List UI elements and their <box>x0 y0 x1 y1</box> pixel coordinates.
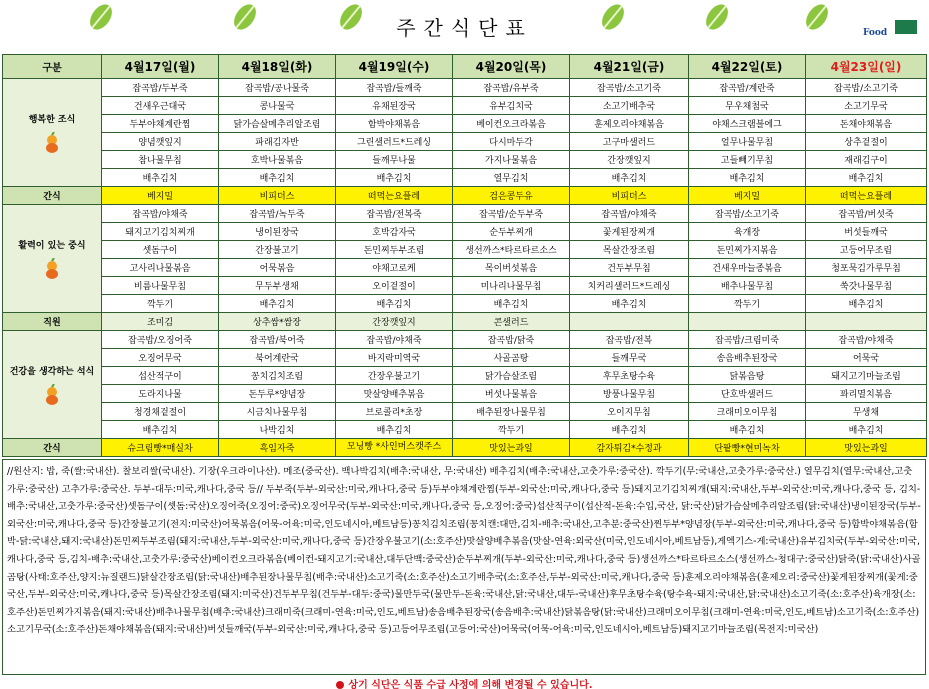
menu-item: 돈채야채볶음 <box>806 115 927 133</box>
snack-item: 감자튀김*수정과 <box>570 439 689 457</box>
snack-item: 떠먹는요플레 <box>806 187 927 205</box>
menu-item: 무두부생채 <box>219 277 336 295</box>
menu-item: 닭가슴살조림 <box>453 367 570 385</box>
menu-item: 버섯나물볶음 <box>453 385 570 403</box>
menu-item: 배추나물무침 <box>689 277 806 295</box>
menu-item: 냉이된장국 <box>219 223 336 241</box>
lunch-row <box>3 205 927 223</box>
menu-item: 오이겉절이 <box>336 277 453 295</box>
menu-item: 꽈리멸치볶음 <box>806 385 927 403</box>
menu-item: 호박감자국 <box>336 223 453 241</box>
snack2-row <box>3 439 927 457</box>
menu-item: 배추김치 <box>336 169 453 187</box>
menu-item: 목살간장조림 <box>570 241 689 259</box>
menu-item: 돈민찌두부조림 <box>336 241 453 259</box>
menu-item: 소고기무국 <box>806 97 927 115</box>
snack-item: 비피더스 <box>219 187 336 205</box>
staff-item: 간장깻잎지 <box>336 313 453 331</box>
menu-item: 잡곡밥/소고기죽 <box>570 79 689 97</box>
menu-item: 참나물무침 <box>102 151 219 169</box>
header <box>0 0 929 50</box>
menu-item: 돼지고기마늘조림 <box>806 367 927 385</box>
menu-item: 상추겉절이 <box>806 133 927 151</box>
menu-item: 깍두기 <box>453 421 570 439</box>
day-header: 4월19일(수) <box>336 55 453 79</box>
menu-item: 다시마두각 <box>453 133 570 151</box>
menu-item: 맛살양배추볶음 <box>336 385 453 403</box>
page-title: 주간식단표 <box>396 16 533 40</box>
lunch-row <box>3 223 927 241</box>
menu-item: 야채고로케 <box>336 259 453 277</box>
mascot-icon <box>41 132 63 154</box>
menu-item: 들깨무국 <box>570 349 689 367</box>
menu-item: 베이컨오크라볶음 <box>453 115 570 133</box>
menu-item: 콩나물국 <box>219 97 336 115</box>
menu-item: 간장불고기 <box>219 241 336 259</box>
menu-item: 바지락미역국 <box>336 349 453 367</box>
day-header-sunday: 4월23일(일) <box>806 55 927 79</box>
dinner-row <box>3 331 927 349</box>
menu-item: 비름나물무침 <box>102 277 219 295</box>
menu-item: 잡곡밥/야채죽 <box>336 331 453 349</box>
menu-item: 후무초탕수육 <box>570 367 689 385</box>
menu-item: 배추김치 <box>689 421 806 439</box>
day-header: 4월20일(목) <box>453 55 570 79</box>
menu-item: 열무김치 <box>453 169 570 187</box>
menu-item: 유채된장국 <box>336 97 453 115</box>
menu-item: 청경채겉절이 <box>102 403 219 421</box>
menu-item: 유부김치국 <box>453 97 570 115</box>
snack-item: 맛있는과일 <box>806 439 927 457</box>
menu-item: 크래미오이무침 <box>689 403 806 421</box>
menu-item: 잡곡밥/두부죽 <box>102 79 219 97</box>
menu-item: 방풍나물무침 <box>570 385 689 403</box>
snack-item: 베지밀 <box>102 187 219 205</box>
menu-item: 함박야채볶음 <box>336 115 453 133</box>
menu-item: 돈두루*양념장 <box>219 385 336 403</box>
lunch-row <box>3 241 927 259</box>
menu-item: 잡곡밥/크림미죽 <box>689 331 806 349</box>
menu-item: 무우채첨국 <box>689 97 806 115</box>
menu-item: 어묵볶음 <box>219 259 336 277</box>
menu-item: 깍두기 <box>689 295 806 313</box>
menu-item: 섭산적구이 <box>102 367 219 385</box>
breakfast-row <box>3 133 927 151</box>
menu-item: 배추김치 <box>570 169 689 187</box>
menu-item: 호박나물볶음 <box>219 151 336 169</box>
dinner-row <box>3 367 927 385</box>
menu-item: 생선까스*타르타르소스 <box>453 241 570 259</box>
menu-item: 배추된장나물무침 <box>453 403 570 421</box>
menu-item: 배추김치 <box>336 295 453 313</box>
menu-item: 그린샐러드*드레싱 <box>336 133 453 151</box>
menu-table <box>2 54 927 457</box>
menu-item: 잡곡밥/야채죽 <box>102 205 219 223</box>
snack-item: 검은콩두유 <box>453 187 570 205</box>
menu-item: 고들빼기무침 <box>689 151 806 169</box>
menu-item: 브로콜리*초장 <box>336 403 453 421</box>
menu-item: 미나리나물무침 <box>453 277 570 295</box>
menu-item: 잡곡밥/소고기죽 <box>689 205 806 223</box>
menu-item: 배추김치 <box>806 421 927 439</box>
staff-row <box>3 313 927 331</box>
breakfast-row <box>3 115 927 133</box>
menu-item: 야채스크램블에그 <box>689 115 806 133</box>
bullet-icon <box>336 681 344 689</box>
breakfast-row <box>3 151 927 169</box>
staff-item <box>689 313 806 331</box>
menu-item: 꽃게된장찌개 <box>570 223 689 241</box>
menu-item: 건두부무침 <box>570 259 689 277</box>
dinner-row <box>3 421 927 439</box>
menu-item: 양념깻잎지 <box>102 133 219 151</box>
menu-item: 들깨무나물 <box>336 151 453 169</box>
menu-item: 고사리나물볶음 <box>102 259 219 277</box>
menu-item: 잡곡밥/야채죽 <box>570 205 689 223</box>
snack-item: 맛있는과일 <box>453 439 570 457</box>
menu-item: 무생채 <box>806 403 927 421</box>
menu-item: 배추김치 <box>806 295 927 313</box>
staff-item: 콘샐러드 <box>453 313 570 331</box>
snack-label: 간식 <box>3 439 102 457</box>
dinner-row <box>3 349 927 367</box>
lunch-row <box>3 259 927 277</box>
menu-item: 오징어무국 <box>102 349 219 367</box>
staff-item <box>806 313 927 331</box>
menu-item: 고구마샐러드 <box>570 133 689 151</box>
menu-item: 잡곡밥/버섯죽 <box>806 205 927 223</box>
snack1-row <box>3 187 927 205</box>
snack-item: 흑임자죽 <box>219 439 336 457</box>
menu-item: 가지나물볶음 <box>453 151 570 169</box>
staff-item: 상추쌈*쌈장 <box>219 313 336 331</box>
dinner-label: 건강을 생각하는 석식 <box>3 331 102 439</box>
menu-item: 깍두기 <box>102 295 219 313</box>
mascot-icon <box>41 258 63 280</box>
lettuce-icon <box>596 2 630 32</box>
breakfast-row <box>3 79 927 97</box>
snack-item: 베지밀 <box>689 187 806 205</box>
menu-item: 시금치나물무침 <box>219 403 336 421</box>
origin-note: //원산지: 밥, 죽(쌀:국내산). 찰보리쌀(국내산). 기장(우크라이나산). 메조(중국산). 백나박김치(배추:국내산, 무:국내산) 배추김치(배추:국내산,고춧가루:중국산). 깍두기(무:국내산,고춧가루:중국산.) 열무김치(열무:국내산,고춧가루:중국산) 고추가루:중국산. 두부-대두:미국,캐나다,중국 등// 두부죽(두부-외국산:미국,캐나다,중국 등)두부야채계란찜(두부-외국산:미국,캐나다,중국 등)돼지고기김치찌개(돼지:국내산,두부-외국산:미국,캐나다,중국 등, 김치-배추:국내산,고춧가루:중국산)셋돔구이(셋돔:국산)오징어죽(오징어:중국)오징어무국(두부-외국산:미국,캐나다,중국 등,오징어:중국)섭산적구이(섭산적-돈육:수입,국산, 닭:국산)닭가슴살메추리알조림(닭:국내산)냉이된장국(두부-외국산:미국,캐나다,중국 등)간장불고기(전지:미국산)어묵볶음(어묵-어육:미국,인도네시아,베트남등)꽁치김치조림(꽁치캔:대만,김치-배추:국내산,고추분:중국산)찐두부*양념장(두부-외국산:미국,캐나다,중국 등)함박야채볶음(함박-닭:국내산,돼지:국내산)돈민찌두부조림(돼지:국내산,두부-외국산:미국,캐나다,중국 등)간장우불고기(소:호주산)맛살양배추볶음(맛살-연육:외국산(미국,인도네시아,베트남등),게엑기스-게:국내산)유부김치국(두부-외국산:미국,캐나다,중국 등,김치-배추:국내산,고춧가루:중국산)베이컨오크라볶음(베이컨-돼지고기:국내산,대두단백:중국산)순두부찌개(두부-외국산:미국,캐나다,중국 등)생선까스*타르타르소스(생선까스-청대구:중국산)닭죽(닭:국내산)사골곰탕(사태:호주산,양지:뉴질랜드)닭살간장조림(닭:국내산)배추된장나물무침(배추:국내산)소고기죽(소:호주산)소고기배추국(소:호주산,두부-외국산:미국,캐나다,중국 등)훈제오리야채볶음(훈제오리:중국산)꽃게된장찌개(꽃게:중국산,두부-외국산:미국,캐나다,중국 등)목살간장조림(돼지:미국산)건두부무침(건두부-대두:중국)물만두국(물만두-돈육:국내산,닭:국내산,대두-국내산)후무초탕수육(탕수육-돼지:국내산,닭:국내산)소고기죽(소:호주산)육개장(소:호주산)돈민찌가지볶음(돼지:국내산)배추나물무침(배추:국내산)크래미죽(크래미-연육:미국,인도,베트남)송음배추된장국(송음배추:국내산)닭볶음탕(닭:국내산)크래미오이무침(크래미-연육:미국,인도,베트남)소고기죽(소:호주산)소고기무국(소:호주산)돈채야채볶음(돼지:국내산)버섯들깨국(두부-외국산:미국,캐나다,중국 등)고등어무조림(고등어:국산)어묵국(어묵-어육:미국,인도네시아,베트남등)돼지고기마늘조림(목전지:미국산) <box>2 459 926 675</box>
snack-item: 떠먹는요플레 <box>336 187 453 205</box>
breakfast-row <box>3 169 927 187</box>
day-header: 4월17일(월) <box>102 55 219 79</box>
menu-item: 잡곡밥/야채죽 <box>806 331 927 349</box>
menu-item: 건새우마늘종볶음 <box>689 259 806 277</box>
menu-item: 목이버섯볶음 <box>453 259 570 277</box>
staff-label: 직원 <box>3 313 102 331</box>
lunch-row <box>3 277 927 295</box>
menu-item: 잡곡밥/북어죽 <box>219 331 336 349</box>
menu-item: 북어계란국 <box>219 349 336 367</box>
corner-label: 구분 <box>3 55 102 79</box>
menu-item: 두부야채계란찜 <box>102 115 219 133</box>
menu-item: 단호박샐러드 <box>689 385 806 403</box>
footer-note: 상기 식단은 식품 수급 사정에 의해 변경될 수 있습니다. <box>0 676 929 689</box>
menu-item: 간장깻잎지 <box>570 151 689 169</box>
menu-item: 순두부찌개 <box>453 223 570 241</box>
menu-item: 소고기배추국 <box>570 97 689 115</box>
menu-item: 배추김치 <box>219 295 336 313</box>
menu-item: 잡곡밥/전복죽 <box>336 205 453 223</box>
breakfast-label: 행복한 조식 <box>3 79 102 187</box>
snack-item: 슈크림빵*매실차 <box>102 439 219 457</box>
menu-item: 나박김치 <box>219 421 336 439</box>
menu-item: 버섯들깨국 <box>806 223 927 241</box>
menu-item: 훈제오리야채볶음 <box>570 115 689 133</box>
snack-item: 단팥빵*현미녹차 <box>689 439 806 457</box>
menu-item: 얼무나물무침 <box>689 133 806 151</box>
lettuce-icon <box>800 2 834 32</box>
menu-item: 도라지나물 <box>102 385 219 403</box>
menu-item: 잡곡밥/유부죽 <box>453 79 570 97</box>
lettuce-icon <box>700 2 734 32</box>
lunch-row <box>3 295 927 313</box>
menu-item: 잡곡밥/공나물죽 <box>219 79 336 97</box>
menu-item: 송음배추된장국 <box>689 349 806 367</box>
menu-item: 재래김구이 <box>806 151 927 169</box>
menu-item: 배추김치 <box>570 295 689 313</box>
menu-item: 어묵국 <box>806 349 927 367</box>
menu-item: 돈민찌가지볶음 <box>689 241 806 259</box>
header-row <box>3 55 927 79</box>
dinner-row <box>3 403 927 421</box>
snack-label: 간식 <box>3 187 102 205</box>
mascot-icon <box>41 384 63 406</box>
menu-item: 육개장 <box>689 223 806 241</box>
snack-item: 모닝빵 *사인머스캣주스 <box>336 439 453 457</box>
menu-item: 배추김치 <box>102 421 219 439</box>
menu-item: 쑥갓나물무침 <box>806 277 927 295</box>
menu-item: 배추김치 <box>219 169 336 187</box>
menu-item: 잡곡밥/들깨죽 <box>336 79 453 97</box>
menu-item: 배추김치 <box>453 295 570 313</box>
menu-item: 돼지고기김치찌개 <box>102 223 219 241</box>
day-header: 4월18일(화) <box>219 55 336 79</box>
menu-item: 배추김치 <box>570 421 689 439</box>
day-header: 4월21일(금) <box>570 55 689 79</box>
menu-item: 잡곡밥/닭죽 <box>453 331 570 349</box>
menu-item: 파래김자반 <box>219 133 336 151</box>
menu-item: 간장우불고기 <box>336 367 453 385</box>
menu-item: 치커리샐러드*드레싱 <box>570 277 689 295</box>
menu-item: 배추김치 <box>689 169 806 187</box>
menu-item: 사골곰탕 <box>453 349 570 367</box>
lunch-label: 활력이 있는 중식 <box>3 205 102 313</box>
menu-item: 건새우근대국 <box>102 97 219 115</box>
staff-item: 조미김 <box>102 313 219 331</box>
food-logo: Food <box>863 20 917 38</box>
menu-item: 배추김치 <box>806 169 927 187</box>
day-header: 4월22일(토) <box>689 55 806 79</box>
menu-item: 청포묵김가루무침 <box>806 259 927 277</box>
menu-item: 셋돔구이 <box>102 241 219 259</box>
menu-item: 꽁치김치조림 <box>219 367 336 385</box>
breakfast-row <box>3 97 927 115</box>
staff-item <box>570 313 689 331</box>
menu-item: 고등어무조림 <box>806 241 927 259</box>
menu-item: 닭볶음탕 <box>689 367 806 385</box>
menu-item: 잡곡밥/순두부죽 <box>453 205 570 223</box>
dinner-row <box>3 385 927 403</box>
menu-item: 잡곡밥/오징어죽 <box>102 331 219 349</box>
menu-item: 오이지무침 <box>570 403 689 421</box>
snack-item: 비피더스 <box>570 187 689 205</box>
menu-item: 잡곡밥/계란죽 <box>689 79 806 97</box>
menu-item: 배추김치 <box>102 169 219 187</box>
menu-item: 닭가슴살메추리알조림 <box>219 115 336 133</box>
menu-item: 잡곡밥/녹두죽 <box>219 205 336 223</box>
menu-item: 잡곡밥/전복 <box>570 331 689 349</box>
menu-item: 배추김치 <box>336 421 453 439</box>
menu-item: 잡곡밥/소고기죽 <box>806 79 927 97</box>
